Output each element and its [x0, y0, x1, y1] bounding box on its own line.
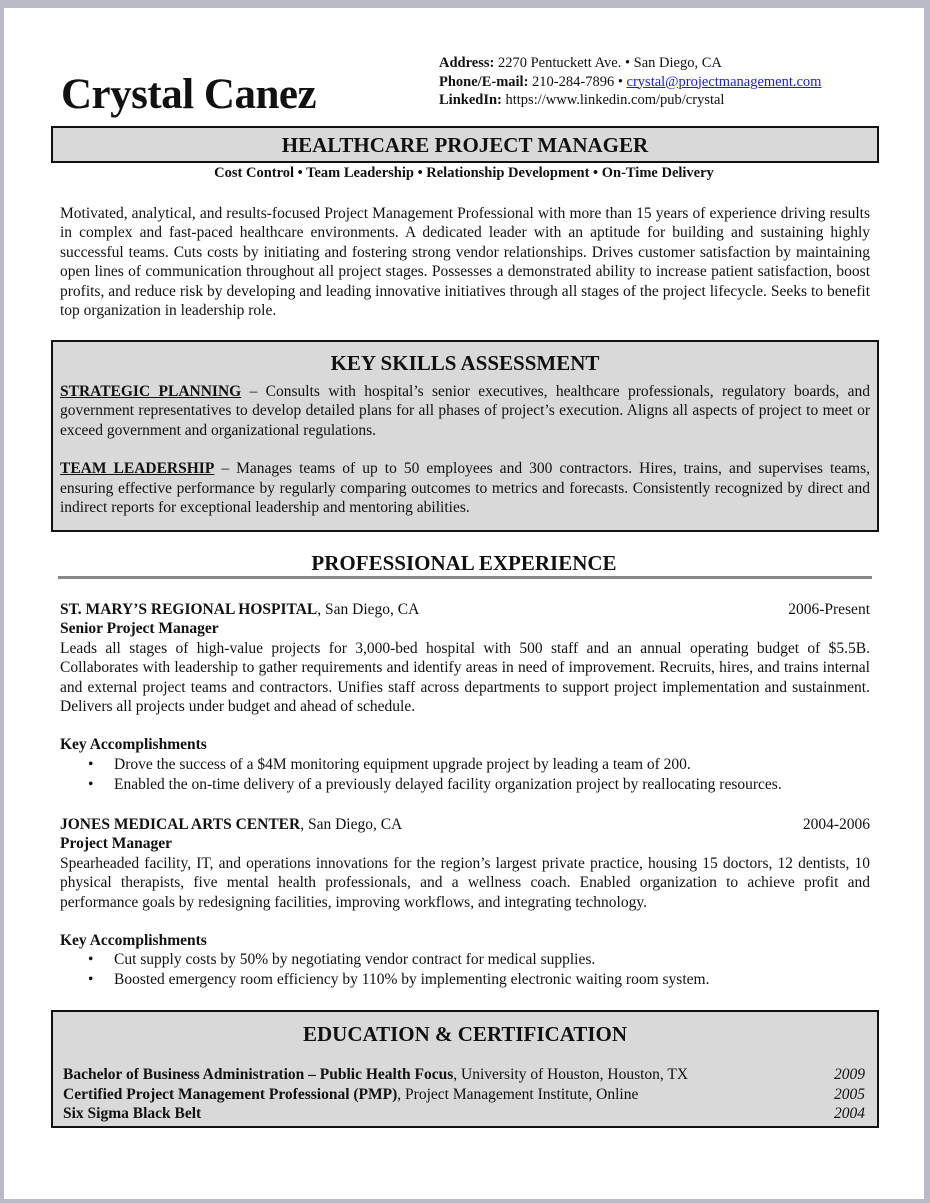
tagline: Cost Control • Team Leadership • Relationship Development • On-Time Delivery — [214, 165, 714, 181]
skills-box — [51, 340, 879, 532]
institution: , University of Houston, Houston, TX — [453, 1066, 689, 1083]
skill-title: STRATEGIC PLANNING — [60, 383, 242, 400]
address-label: Address: — [439, 55, 495, 71]
job-description: Spearheaded facility, IT, and operations innovations for the region’s largest private practice, housing 15 doctors, 12 dentists, 10 physical therapists, five mental health professionals, and a wellness coach. Enabled organization to achieve profit and performance goals by redesigning facilities, improving workflows, and integrating technology. — [60, 854, 870, 911]
employer: JONES MEDICAL ARTS CENTER — [60, 816, 301, 833]
experience-heading: PROFESSIONAL EXPERIENCE — [311, 551, 617, 575]
job-dates: 2004-2006 — [802, 816, 870, 833]
title-box — [51, 126, 879, 163]
location: , San Diego, CA — [300, 816, 403, 833]
resume-page — [4, 8, 924, 1199]
accomplishments-heading: Key Accomplishments — [60, 736, 207, 754]
degree: Bachelor of Business Administration – Public Health Focus — [63, 1066, 454, 1083]
address: 2270 Pentuckett Ave. • San Diego, CA — [497, 55, 722, 71]
skill-text: – Consults with hospital’s senior executives, healthcare professionals, regulatory boards, and government representatives to develop detailed plans for all phases of project’s execution. Aligns all aspects of project to meet or exceed government and organizational regulations. — [60, 383, 870, 439]
job-role: Senior Project Manager — [60, 620, 219, 638]
accomplishment: • Boosted emergency room efficiency by 110% by implementing electronic waiting room system. — [60, 970, 870, 990]
skill-item — [53, 382, 877, 440]
year: 2004 — [834, 1105, 865, 1122]
year: 2009 — [834, 1066, 865, 1083]
linkedin-label: LinkedIn: — [439, 92, 502, 108]
year: 2005 — [834, 1085, 865, 1103]
accomplishment: • Drove the success of a $4M monitoring equipment upgrade project by leading a team of 200. — [60, 755, 870, 775]
job-dates: 2006-Present — [788, 601, 870, 618]
section-divider — [58, 576, 872, 579]
education-box — [51, 1010, 879, 1128]
skill-item — [53, 459, 877, 517]
skills-heading: KEY SKILLS ASSESSMENT — [330, 351, 600, 375]
job-title: HEALTHCARE PROJECT MANAGER — [281, 133, 649, 157]
email-link[interactable]: crystal@projectmanagement.com — [626, 73, 822, 90]
linkedin-url: https://www.linkedin.com/pub/crystal — [505, 92, 725, 108]
job-entry — [60, 815, 870, 990]
contact-block — [439, 54, 821, 110]
job-role: Project Manager — [60, 835, 173, 853]
education-list — [53, 1065, 877, 1124]
job-entry — [60, 600, 870, 795]
phone-label: Phone/E-mail: — [439, 73, 529, 90]
skill-text: – Manages teams of up to 50 employees and 300 contractors. Hires, trains, and supervises teams, ensuring effective performance by regularly comparing outcomes to metrics and forecasts. Consistently recognized by direct and indirect reports for exceptional leadership and mentoring abilities. — [60, 460, 870, 517]
location: , San Diego, CA — [317, 601, 420, 618]
candidate-name: Crystal Canez — [61, 71, 317, 118]
phone: 210-284-7896 • — [532, 73, 623, 90]
education-item — [63, 1065, 865, 1085]
accomplishment: • Enabled the on-time delivery of a previously delayed facility organization project by reallocating resources. — [60, 775, 870, 795]
education-item — [63, 1085, 865, 1105]
accomplishments-heading: Key Accomplishments — [60, 932, 207, 950]
skill-title: TEAM LEADERSHIP — [60, 460, 215, 478]
accomplishment: • Cut supply costs by 50% by negotiating vendor contract for medical supplies. — [60, 950, 870, 970]
certification: Certified Project Management Professional (PMP) — [63, 1085, 398, 1103]
employer: ST. MARY’S REGIONAL HOSPITAL — [60, 601, 318, 618]
institution: , Project Management Institute, Online — [397, 1085, 639, 1103]
job-description: Leads all stages of high-value projects for 3,000-bed hospital with 500 staff and an annual operating budget of $5.5B. Collaborates with leadership to gather requirements and identify areas in need of improvement. Recruits, hires, and trains internal and external project teams and contractors. Unifies staff across departments to support project implementation and sustainment. Delivers all projects under budget and ahead of schedule. — [60, 639, 870, 716]
education-item — [63, 1104, 865, 1124]
summary: Motivated, analytical, and results-focused Project Management Professional with more than 15 years of experience driving results in complex and fast-paced healthcare environments. A dedicated leader with an aptitude for building and sustaining highly successful teams. Cuts costs by initiating and fostering strong vendor relationships. Drives customer satisfaction by maintaining open lines of communication throughout all project stages. Possesses a demonstrated ability to increase patient satisfaction, boost profits, and reduce risk by developing and leading innovative initiatives through all stages of the project lifecycle. Seeks to benefit top organization in leadership role. — [60, 205, 870, 320]
education-heading: EDUCATION & CERTIFICATION — [302, 1022, 627, 1046]
certification: Six Sigma Black Belt — [63, 1105, 202, 1122]
